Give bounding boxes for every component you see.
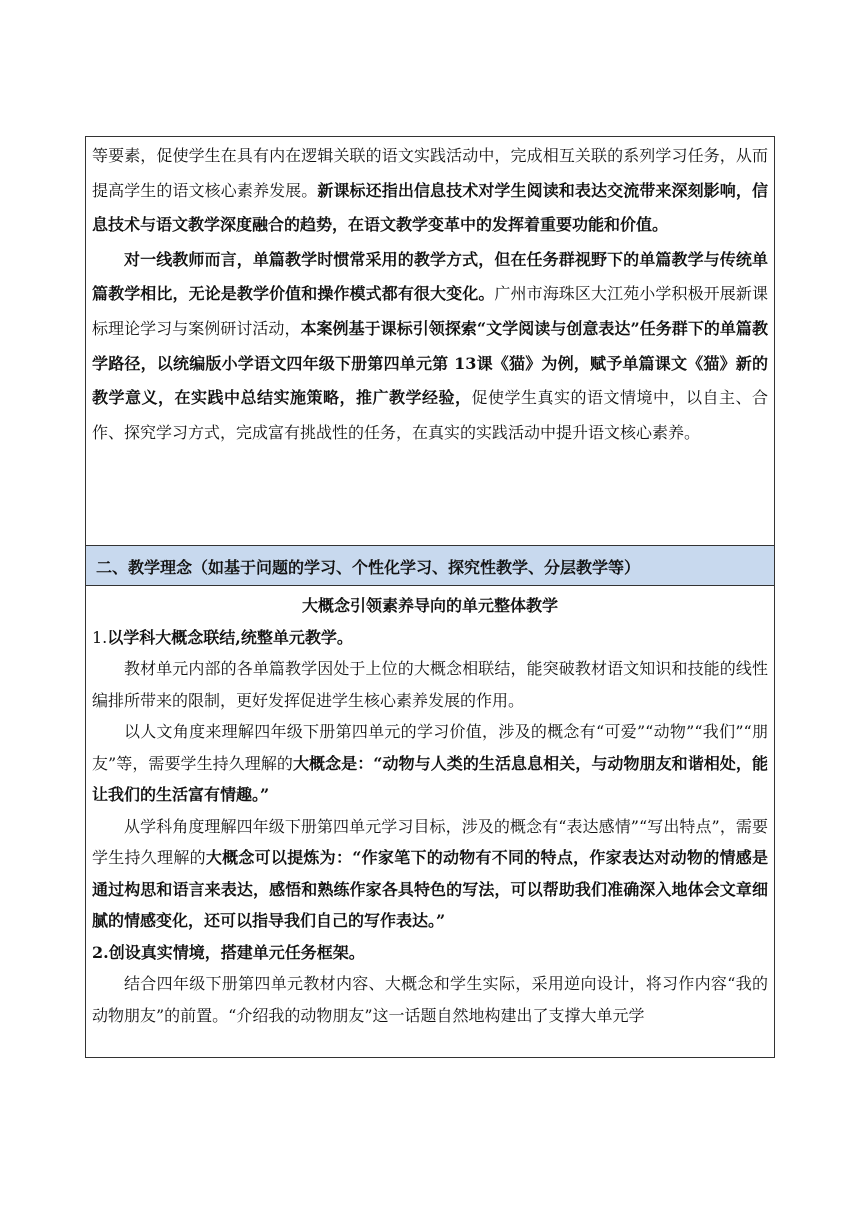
heading-1 [92,622,768,654]
teaching-philosophy-cell [86,586,774,1057]
paragraph-2 [92,243,768,451]
paragraph-2-plain-b: 广州市海珠区大江苑小学积极开展新课标理论学习与案例研讨活动， [92,284,768,338]
paragraph-2-bold-a: 对一线教师而言，单篇教学时惯常采用的教学方式，但在任务群视野下的单篇教学与传统单篇教学相比，无论是教学价值和操作模式都有很大变化。 [92,249,768,304]
paragraph-4-bold: 大概念是：“动物与人类的生活息息相关，与动物朋友和谐相处，能让我们的生活富有情趣。” [92,753,768,804]
background-cell [86,137,774,546]
paragraph-5-bold: 大概念可以提炼为：“作家笔下的动物有不同的特点，作家表达对动物的情感是通过构思和语言来表达，感悟和熟练作家各具特色的写法，可以帮助我们准确深入地体会文章细腻的情感变化，还可以指导我们自己的写作表达。” [92,848,768,930]
paragraph-2-plain-d: 促使学生真实的语文情境中，以自主、合作、探究学习方式，完成富有挑战性的任务，在真实的实践活动中提升语文核心素养。 [92,388,768,442]
heading-1-number: 1. [92,627,108,647]
paragraph-1 [92,139,768,243]
document-table [85,136,775,1058]
section-title: 大概念引领素养导向的单元整体教学 [301,596,558,615]
paragraph-3: 教材单元内部的各单篇教学因处于上位的大概念相联结，能突破教材语文知识和技能的线性编排所带来的限制，更好发挥促进学生核心素养发展的作用。 [92,659,768,710]
paragraph-4-plain: 以人文角度来理解四年级下册第四单元的学习价值，涉及的概念有“可爱”“动物”“我们”“朋友”等，需要学生持久理解的 [92,722,768,773]
section-header: 二、教学理念（如基于问题的学习、个性化学习、探究性教学、分层教学等） [86,546,774,586]
paragraph-1-bold: 新课标还指出信息技术对学生阅读和表达交流带来深刻影响，信息技术与语文教学深度融合的趋势，在语文教学变革中的发挥着重要功能和价值。 [92,180,768,235]
heading-2-text: 2.创设真实情境，搭建单元任务框架。 [92,942,365,962]
paragraph-5 [92,811,768,937]
heading-2 [92,937,768,969]
paragraph-5-plain: 从学科角度理解四年级下册第四单元学习目标，涉及的概念有“表达感情”“写出特点”，需要学生持久理解的 [92,816,768,867]
paragraph-4 [92,716,768,811]
paragraph-1-plain: 等要素，促使学生在具有内在逻辑关联的语文实践活动中，完成相互关联的系列学习任务，从而提高学生的语文核心素养发展。 [92,146,768,200]
paragraph-2-bold-c: 本案例基于课标引领探索“文学阅读与创意表达”任务群下的单篇教学路径，以统编版小学语文四年级下册第四单元第 13课《猫》为例，赋予单篇课文《猫》新的教学意义，在实践中总结实施策略，推广教学经验， [92,318,768,408]
paragraph-6: 结合四年级下册第四单元教材内容、大概念和学生实际，采用逆向设计，将习作内容“我的动物朋友”的前置。“介绍我的动物朋友”这一话题自然地构建出了支撑大单元学 [92,974,768,1025]
heading-1-text: 以学科大概念联结,统整单元教学。 [107,627,353,647]
